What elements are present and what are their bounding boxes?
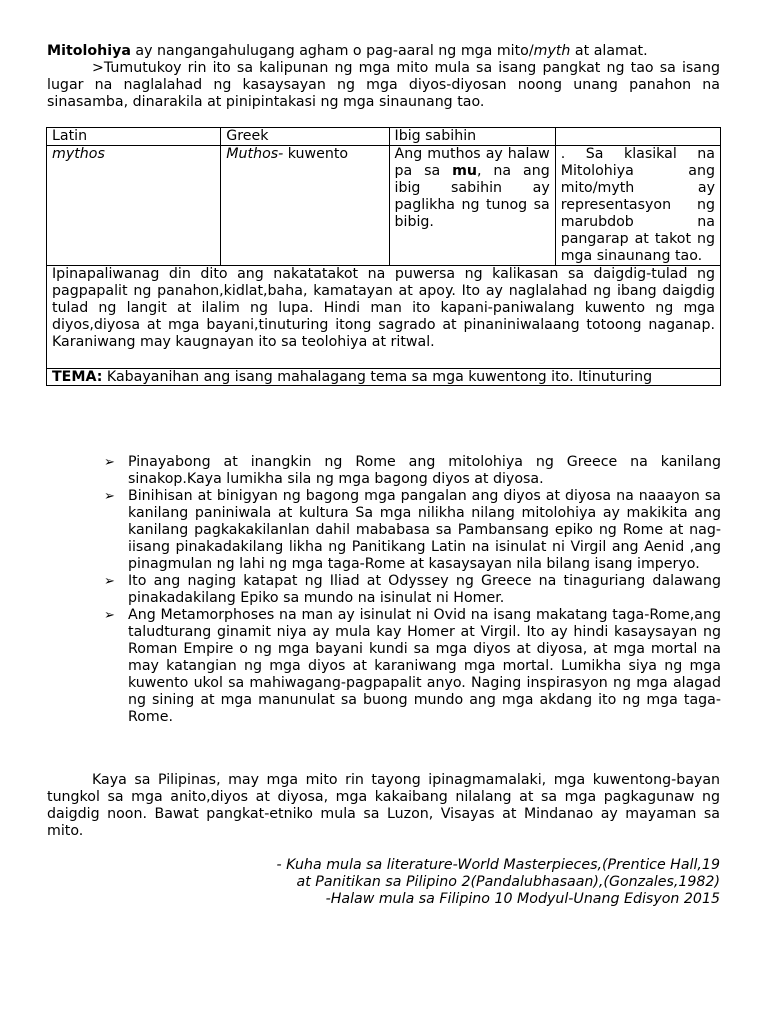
header-empty — [555, 128, 720, 146]
intro-section — [47, 43, 720, 111]
references — [200, 857, 720, 908]
myth-word: myth — [533, 43, 571, 59]
reference-line: - Kuha mula sa literature-World Masterpieces,(Prentice Hall,19 — [276, 857, 720, 873]
bullet-text: Pinayabong at inangkin ng Rome ang mitolohiya ng Greece na kanilang sinakop.Kaya lumikha sila ng mga bagong diyos at diyosa. — [128, 454, 721, 487]
arrow-bullet-icon: ➢ — [104, 574, 115, 589]
bullet-text: Binihisan at binigyan ng bagong mga pangalan ang diyos at diyosa na naaayon sa kanilang paniniwala at kultura Sa mga nilikha nilang mitolohiya ay makikita ang kanilang pagkakakilanlan dahil mababasa sa Pambansang epiko ng Rome at nag-iisang pinakadakilang likha ng Panitikang Latin na isinulat ni Virgil ang Aenid ,ang pinagmulan ng lahi ng mga taga-Rome at kasaysayan nila bilang isang imperyo. — [128, 488, 721, 572]
list-item — [104, 573, 721, 607]
arrow-bullet-icon: ➢ — [104, 489, 115, 504]
latin-word: mythos — [52, 146, 105, 162]
arrow-bullet-icon: ➢ — [104, 608, 115, 623]
tumutukoy-paragraph: >Tumutukoy rin ito sa kalipunan ng mga mito mula sa isang pangkat ng tao sa isang lugar na naglalahad ng kasaysayan ng mga diyos-diyosan noong unang panahon na sinasamba, dinarakila at pinipintakasi ng mga sinaunang tao. — [47, 60, 720, 110]
definition-end: at alamat. — [570, 43, 648, 59]
cell-meaning — [389, 146, 555, 266]
reference-line: at Panitikan sa Pilipino 2(Pandalubhasaan),(Gonzales,1982) — [296, 874, 720, 890]
header-latin: Latin — [47, 128, 221, 146]
arrow-bullet-icon: ➢ — [104, 455, 115, 470]
bullet-list — [104, 454, 721, 726]
tema-text: Kabayanihan ang isang mahalagang tema sa mga kuwentong ito. Itinuturing — [102, 369, 653, 385]
meaning-text-end: , na ang ibig sabihin ay paglikha ng tunog sa bibig. — [394, 163, 550, 230]
definition-paragraph — [47, 43, 720, 60]
list-item — [104, 488, 721, 573]
bullet-text: Ito ang naging katapat ng Iliad at Odyssey ng Greece na tinaguriang dalawang pinakadakilang Epiko sa mundo na isinulat ni Homer. — [128, 573, 721, 606]
closing-paragraph: Kaya sa Pilipinas, may mga mito rin tayong ipinagmamalaki, mga kuwentong-bayan tungkol sa mga anito,diyos at diyosa, mga kakaibang nilalang at sa mga pagkagunaw ng daigdig noon. Bawat pangkat-etniko mula sa Luzon, Visayas at Mindanao ay mayaman sa mito. — [47, 772, 720, 839]
table-explain-row — [47, 266, 721, 369]
cell-tema — [47, 369, 721, 386]
cell-explanation: Ipinapaliwanag din dito ang nakatatakot na puwersa ng kalikasan sa daigdig-tulad ng pagpapalit ng panahon,kidlat,baha, kamatayan at apoy. Ito ay naglalahad ng ibang daigdig tulad ng langit at ilalim ng lupa. Hindi man ito kapani-paniwalang kuwento ng mga diyos,diyosa at mga bayani,tinuturing itong sagrado at pinaniniwalaang totoong naganap. Karaniwang may kaugnayan ito sa teolohiya at ritwal. — [47, 266, 721, 369]
header-greek: Greek — [221, 128, 389, 146]
table-tema-row — [47, 369, 721, 386]
table-row — [47, 146, 721, 266]
list-item — [104, 607, 721, 726]
meaning-text: Ang muthos ay halaw pa sa — [394, 146, 550, 179]
meaning-bold: mu — [452, 163, 478, 179]
greek-word: Muthos- — [226, 146, 284, 162]
cell-greek — [221, 146, 389, 266]
bullet-text: Ang Metamorphoses na man ay isinulat ni Ovid na isang makatang taga-Rome,ang taludturang ginamit niya ay mula kay Homer at Virgil. Ito ay hindi kasaysayan ng Roman Empire o ng mga bayani kundi sa mga diyos at diyosa, at mga mortal na may katangian ng mga diyos at karaniwang mga mortal. Lumikha siya ng mga kuwento ukol sa mahiwagang-pagpapalit anyo. Naging inspirasyon ng mga alagad ng sining at mga manunulat sa buong mundo ang mga akdang ito ng mga taga-Rome. — [128, 607, 721, 725]
term-mitolohiya: Mitolohiya — [47, 43, 131, 59]
cell-latin — [47, 146, 221, 266]
definition-text: ay nangangahulugang agham o pag-aaral ng mga mito/ — [130, 43, 534, 59]
cell-note: . Sa klasikal na Mitolohiya ang mito/myth ay representasyon ng marubdob na pangarap at takot ng mga sinaunang tao. — [555, 146, 720, 266]
table-header-row — [47, 128, 721, 146]
header-ibig-sabihin: Ibig sabihin — [389, 128, 555, 146]
tema-label: TEMA: — [52, 369, 103, 385]
etymology-table — [46, 127, 721, 386]
reference-line: -Halaw mula sa Filipino 10 Modyul-Unang Edisyon 2015 — [325, 891, 720, 907]
list-item — [104, 454, 721, 488]
greek-meaning: kuwento — [283, 146, 349, 162]
